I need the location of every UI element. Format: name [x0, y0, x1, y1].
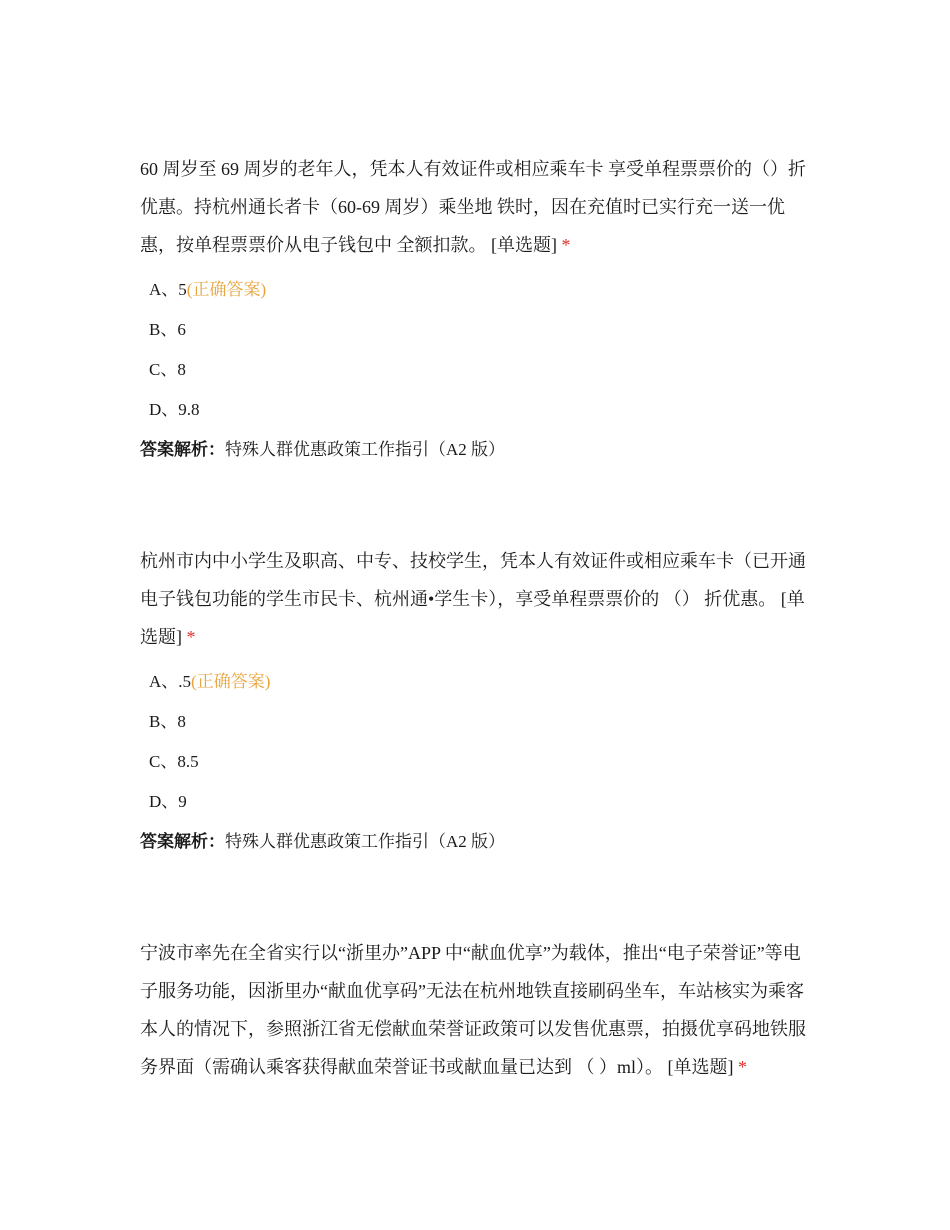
- option-b[interactable]: B、6: [149, 320, 186, 339]
- analysis-label: 答案解析：: [140, 440, 225, 459]
- option-c[interactable]: C、8: [149, 360, 186, 379]
- correct-answer-tag: (正确答案): [186, 280, 267, 299]
- question-3: [140, 934, 815, 1086]
- options-list: [140, 270, 815, 430]
- option-d[interactable]: D、9.8: [149, 400, 200, 419]
- analysis-label: 答案解析：: [140, 832, 225, 851]
- option-a[interactable]: A、.5(正确答案): [149, 672, 271, 691]
- required-mark: *: [186, 627, 196, 647]
- option-a[interactable]: A、5(正确答案): [149, 280, 267, 299]
- option-b[interactable]: B、8: [149, 712, 186, 731]
- question-text: 60 周岁至 69 周岁的老年人，凭本人有效证件或相应乘车卡 享受单程票票价的（）折优惠。持杭州通长者卡（60-69 周岁）乘坐地 铁时，因在充值时已实行充一送一优惠，按单程票票价从电子钱包中 全额扣款。 [单选题] *: [140, 159, 806, 255]
- answer-analysis: [140, 430, 815, 470]
- question-2: [140, 542, 815, 862]
- option-c[interactable]: C、8.5: [149, 752, 199, 771]
- question-text: 宁波市率先在全省实行以“浙里办”APP 中“献血优享”为载体，推出“电子荣誉证”等电子服务功能，因浙里办“献血优享码”无法在杭州地铁直接刷码坐车，车站核实为乘客本人的情况下，参照浙江省无偿献血荣誉证政策可以发售优惠票，拍摄优享码地铁服务界面（需确认乘客获得献血荣誉证书或献血量已达到 （ ）ml）。 [单选题] *: [140, 943, 806, 1077]
- analysis-text: 特殊人群优惠政策工作指引（A2 版）: [225, 440, 506, 459]
- quiz-document: [140, 150, 815, 1086]
- question-1: [140, 150, 815, 470]
- question-text: 杭州市内中小学生及职高、中专、技校学生，凭本人有效证件或相应乘车卡（已开通电子钱包功能的学生市民卡、杭州通•学生卡），享受单程票票价的 （） 折优惠。 [单选题] *: [140, 551, 806, 647]
- analysis-text: 特殊人群优惠政策工作指引（A2 版）: [225, 832, 506, 851]
- required-mark: *: [738, 1057, 747, 1077]
- option-d[interactable]: D、9: [149, 792, 187, 811]
- answer-analysis: [140, 822, 815, 862]
- correct-answer-tag: (正确答案): [191, 672, 271, 691]
- options-list: [140, 662, 815, 822]
- required-mark: *: [561, 235, 571, 255]
